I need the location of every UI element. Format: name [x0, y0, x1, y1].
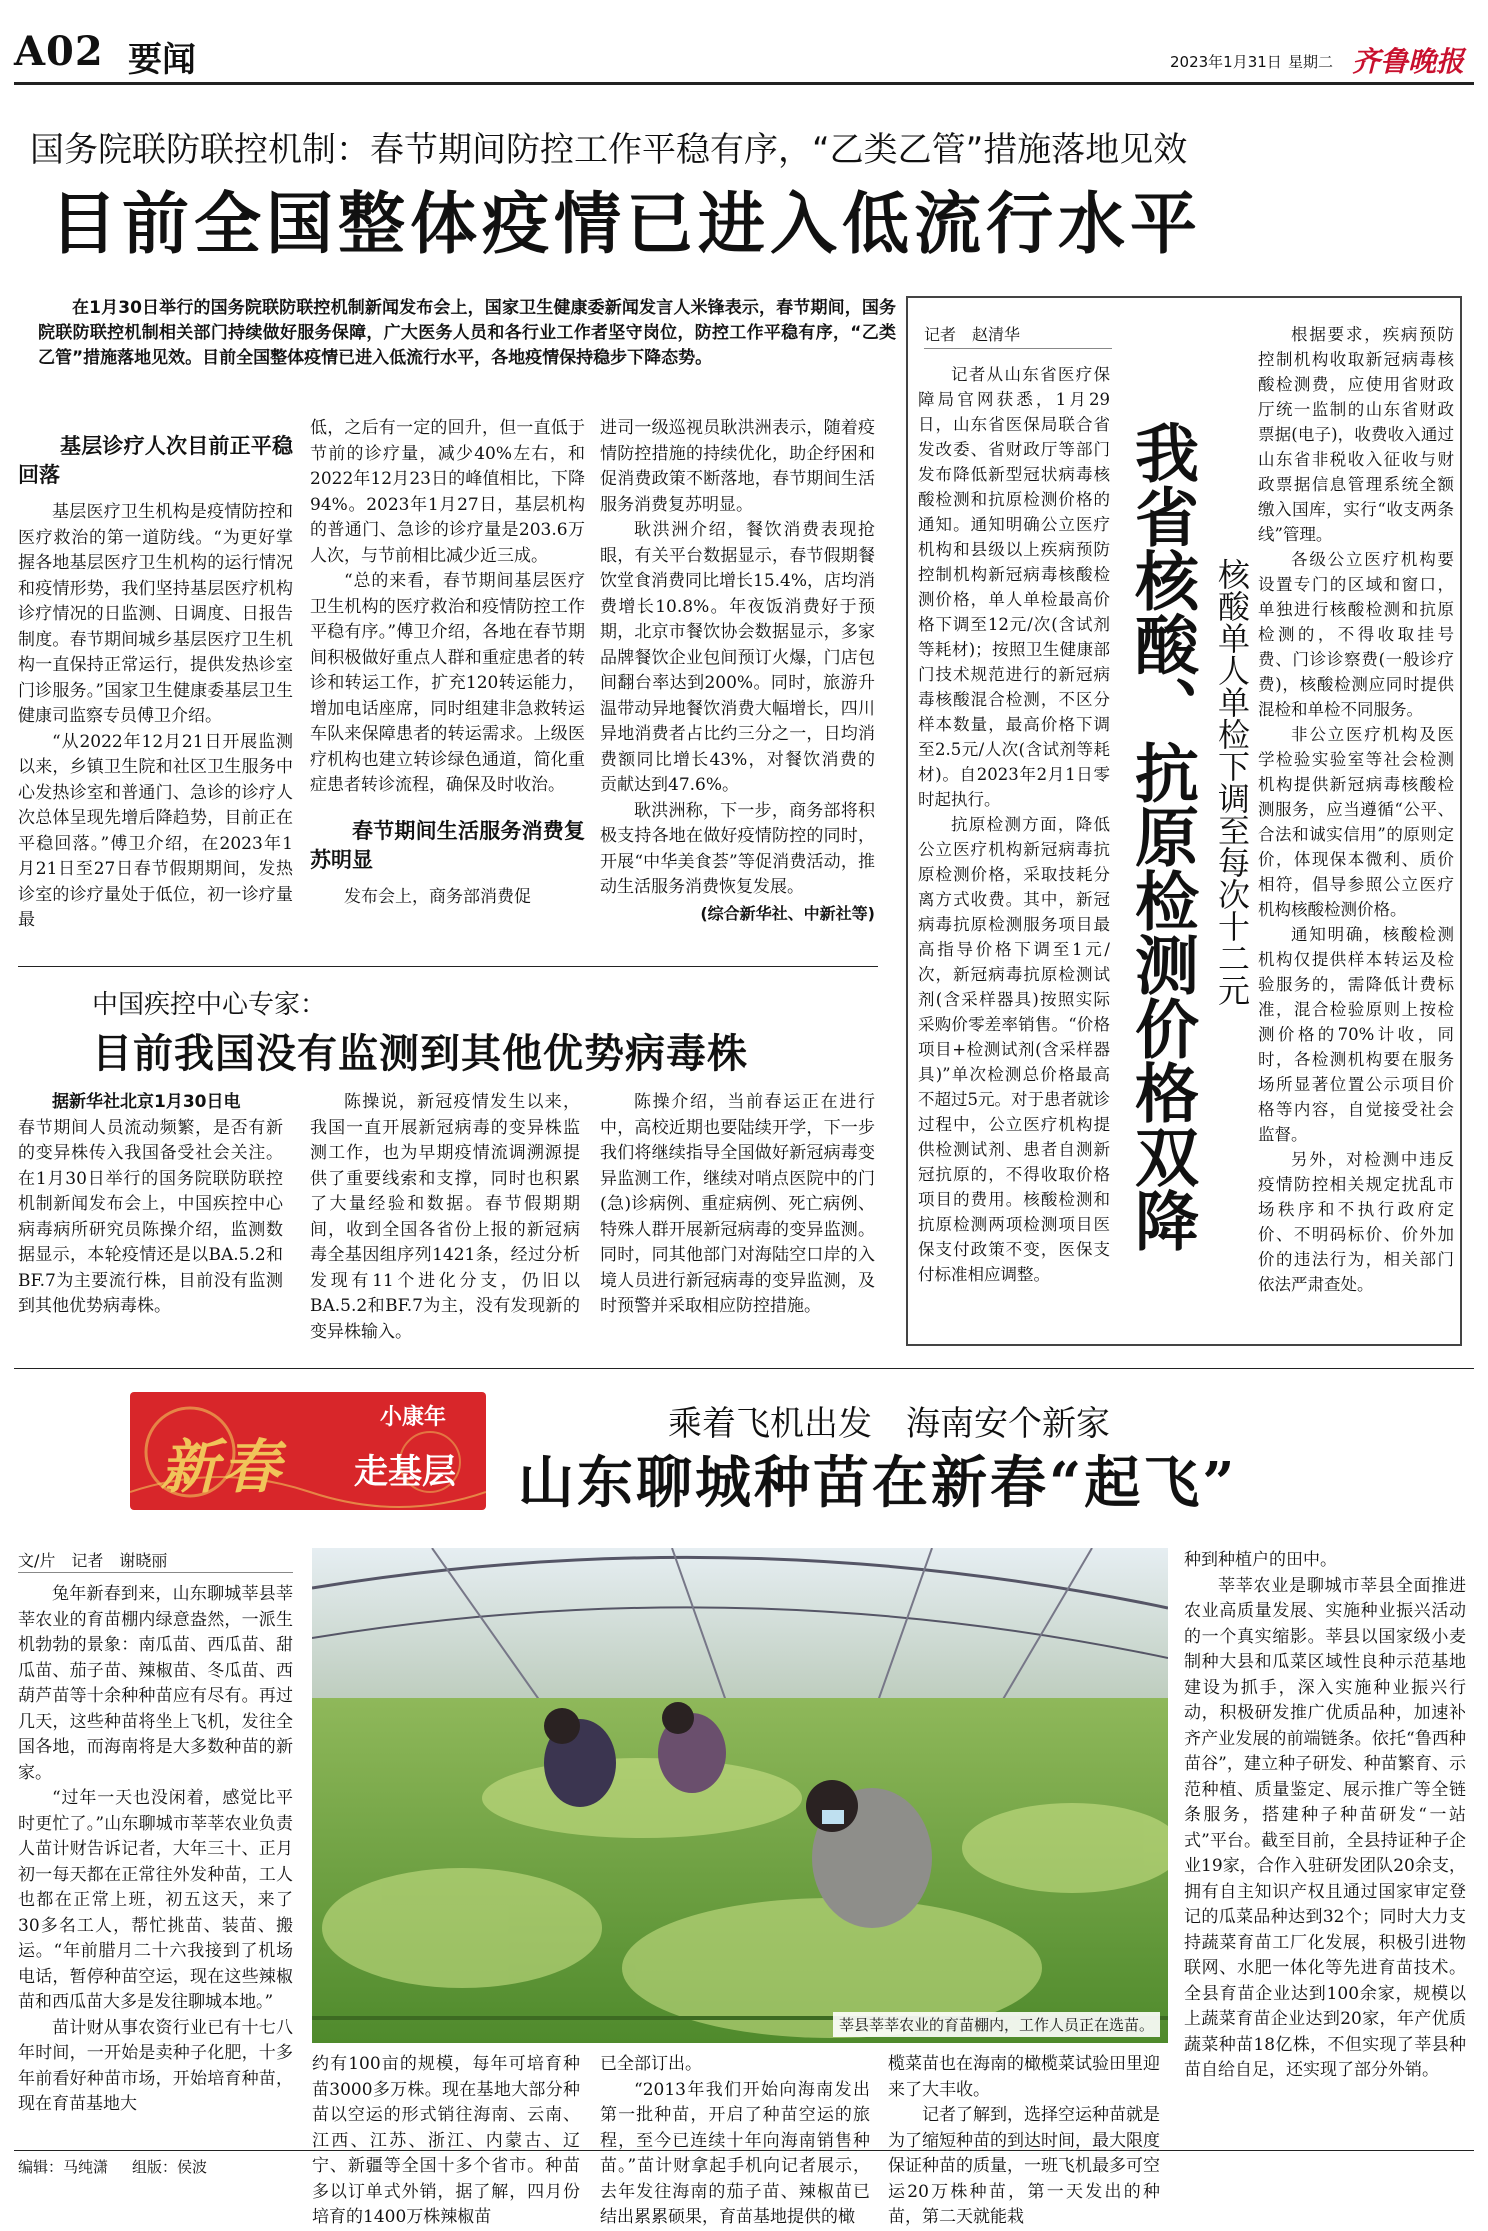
story3-colB-p2: 各级公立医疗机构要设置专门的区域和窗口，单独进行核酸检测和抗原检测的，不得收取挂号费、门诊诊察费(一般诊疗费)，核酸检测应同时提供混检和单检不同服务。	[1258, 550, 1454, 719]
story4-col3-p2: “2013年我们开始向海南发出第一批种苗，开启了种苗空运的旅程，至今已连续十年向海南销售种苗。”苗计财拿起手机向记者展示，去年发往海南的茄子苗、辣椒苗已结出累累硕果，育苗基地提供的橄	[600, 2079, 870, 2227]
story1-source: (综合新华社、中新社等)	[700, 903, 875, 923]
story1-sub2: 春节期间生活服务消费复苏明显	[310, 818, 585, 872]
story1-col1-p2: “从2022年12月21日开展监测以来，乡镇卫生院和社区卫生服务中心发热诊室和普通门、急诊的诊疗人次总体呈现先增后降趋势，目前正在平稳回落。”傅卫介绍，在2023年1月21日至27日春节假期期间，发热诊室的诊疗量处于低位，初一诊疗量最	[18, 731, 293, 930]
photo-caption: 莘县莘莘农业的育苗棚内，工作人员正在选苗。	[833, 2012, 1160, 2037]
story2-col2-p1: 陈操说，新冠疫情发生以来，我国一直开展新冠病毒的变异株监测工作，也为早期疫情流调溯源提供了重要线索和支撑，同时也积累了大量经验和数据。春节假期期间，收到全国各省份上报的新冠病毒全基因组序列1421条，经过分析发现有11个进化分支，仍旧以BA.5.2和BF.7为主，没有发现新的变异株输入。	[310, 1092, 580, 1342]
story2-col3	[600, 1090, 875, 1320]
story3-colB	[1258, 322, 1454, 1297]
story4-col1-p2: “过年一天也没闲着，感觉比平时更忙了。”山东聊城市莘莘农业负责人苗计财告诉记者，大年三十、正月初一每天都在正常往外发种苗，工人也都在正常上班，初五这天，来了30多名工人，帮忙挑苗、装苗、搬运。“年前腊月二十六我接到了机场电话，暂停种苗空运，现在这些辣椒苗和西瓜苗大多是发往聊城本地。”	[18, 1788, 293, 2012]
issue-weekday: 星期二	[1288, 53, 1334, 71]
paper-logo: 齐鲁晚报	[1352, 45, 1465, 78]
story1-col2-p3: 发布会上，商务部消费促	[344, 886, 531, 907]
story1-col1	[18, 420, 293, 934]
story3-colB-p3: 非公立医疗机构及医学检验实验室等社会检测机构提供新冠病毒核酸检测服务，应当遵循“公平、合法和诚实信用”的原则定价，体现保本微利、质价相符，倡导参照公立医疗机构核酸检测价格。	[1258, 725, 1454, 919]
story4-col5-p1: 种到种植户的田中。	[1184, 1550, 1337, 1570]
story3-colA-p2: 抗原检测方面，降低公立医疗机构新冠病毒抗原检测价格，采取技耗分离方式收费。其中，新冠病毒抗原检测服务项目最高指导价格下调至1元/次，新冠病毒抗原检测试剂(含采样器具)按照实际采购价零差率销售。“价格项目+检测试剂(含采样器具)”单次检测总价格最高不超过5元。对于患者就诊过程中，公立医疗机构提供检测试剂、患者自测新冠抗原的，不得收取价格项目的费用。核酸检测和抗原检测两项检测项目医保支付政策不变，医保支付标准相应调整。	[918, 815, 1110, 1284]
story3-colB-p1: 根据要求，疾病预防控制机构收取新冠病毒核酸检测费，应使用省财政厅统一监制的山东省财政票据(电子)，收费收入通过山东省非税收入征收与财政票据信息管理系统全额缴入国库，实行“收支两条线”管理。	[1258, 325, 1454, 544]
story4-col1-p3: 苗计财从事农资行业已有十七八年时间，一开始是卖种子化肥，十多年前看好种苗市场，开始培育种苗，现在育苗基地大	[18, 2017, 293, 2114]
story1-lead: 在1月30日举行的国务院联防联控机制新闻发布会上，国家卫生健康委新闻发言人米锋表示，春节期间，国务院联防联控机制相关部门持续做好服务保障，广大医务人员和各行业工作者坚守岗位，防控工作平稳有序，“乙类乙管”措施落地见效。目前全国整体疫情已进入低流行水平，各地疫情保持稳步下降态势。	[38, 298, 896, 368]
story1-sub1: 基层诊疗人次目前正平稳回落	[18, 434, 293, 487]
story2-col2	[310, 1090, 580, 1345]
issue-date: 2023年1月31日	[1170, 53, 1282, 71]
banner-left-text: 新春	[160, 1433, 285, 1501]
story4-col1-p1: 兔年新春到来，山东聊城莘县莘莘农业的育苗棚内绿意盎然，一派生机勃勃的景象：南瓜苗、西瓜苗、甜瓜苗、茄子苗、辣椒苗、冬瓜苗、西葫芦苗等十余种种苗应有尽有。再过几天，这些种苗将坐上飞机，发往全国各地，而海南将是大多数种苗的新家。	[18, 1584, 293, 1783]
story2-kicker: 中国疾控中心专家：	[92, 990, 327, 1020]
story2-dateline: 据新华社北京1月30日电	[52, 1092, 241, 1112]
story3-colB-p4: 通知明确，核酸检测机构仅提供样本转运及检验服务的，需降低计费标准，混合检验原则上按检测价格的70%计收，同时，各检测机构要在服务场所显著位置公示项目价格等内容，自觉接受社会监督。	[1258, 925, 1454, 1144]
header-rule	[14, 82, 1474, 85]
section-name: 要闻	[128, 40, 196, 80]
story4-col4-p1: 榄菜苗也在海南的橄榄菜试验田里迎来了大丰收。	[888, 2054, 1160, 2100]
story1-col3-p2: 耿洪洲介绍，餐饮消费表现抢眼，有关平台数据显示，春节假期餐饮堂食消费同比增长15.4%，店均消费增长10.8%。年夜饭消费好于预期，北京市餐饮协会数据显示，多家品牌餐饮企业包间预订火爆，门店包间翻台率达到200%。同时，旅游升温带动异地餐饮消费大幅增长，四川异地消费者占比约三分之一，日均消费额同比增长43%，对餐饮消费的贡献达到47.6%。	[600, 520, 876, 795]
story3-colA	[918, 362, 1110, 1287]
story4-col5-p2: 莘莘农业是聊城市莘县全面推进农业高质量发展、实施种业振兴活动的一个真实缩影。莘县以国家级小麦制种大县和瓜菜区域性良种示范基地建设为抓手，深入实施种业振兴行动，积极研发推广优质品种，加速补齐产业发展的前端链条。依托“鲁西种苗谷”，建立种子研发、种苗繁育、示范种植、质量鉴定、展示推广等全链条服务，搭建种子种苗研发“一站式”平台。截至目前，全县持证种子企业19家，合作入驻研发团队20余支，拥有自主知识产权且通过国家审定登记的瓜菜品种达到32个；同时大力支持蔬菜育苗工厂化发展，积极引进物联网、水肥一体化等先进育苗技术。全县育苗企业达到100余家，规模以上蔬菜育苗企业达到20家，年产优质蔬菜种苗18亿株，不但实现了莘县种苗自给自足，还实现了部分外销。	[1184, 1575, 1466, 2080]
story2-col1-p1: 春节期间人员流动频繁，是否有新的变异株传入我国备受社会关注。在1月30日举行的国务院联防联控机制新闻发布会上，中国疾控中心病毒病所研究员陈操介绍，监测数据显示，本轮疫情还是以BA.5.2和BF.7为主要流行株，目前没有监测到其他优势病毒株。	[18, 1117, 283, 1316]
story1-col3-p3: 耿洪洲称，下一步，商务部将积极支持各地在做好疫情防控的同时，开展“中华美食荟”等促消费活动，推动生活服务消费恢复发展。	[600, 800, 875, 897]
story4-col2-p1: 约有100亩的规模，每年可培育种苗3000多万株。现在基地大部分种苗以空运的形式销往海南、云南、江西、江苏、浙江、内蒙古、辽宁、新疆等全国十多个省市。种苗多以订单式外销，据了解，四月份培育的1400万株辣椒苗	[312, 2054, 580, 2227]
story4-col2	[312, 2052, 580, 2231]
story2-headline: 目前我国没有监测到其他优势病毒株	[92, 1030, 748, 1077]
story2-top-rule	[18, 966, 878, 967]
story4-col4-p2: 记者了解到，选择空运种苗就是为了缩短种苗的到达时间，最大限度保证种苗的质量，一班飞机最多可空运20万株种苗，第一天发出的种苗，第二天就能栽	[888, 2105, 1160, 2227]
story2-col3-p1: 陈操介绍，当前春运正在进行中，高校近期也要陆续开学，下一步我们将继续指导全国做好新冠病毒变异监测工作，继续对哨点医院中的门(急)诊病例、重症病例、死亡病例、特殊人群开展新冠病毒的变异监测。同时，同其他部门对海陆空口岸的入境人员进行新冠病毒的变异监测，及时预警并采取相应防控措施。	[600, 1092, 875, 1316]
story4-col5	[1184, 1548, 1466, 2084]
story1-kicker: 国务院联防联控机制：春节期间防控工作平稳有序，“乙类乙管”措施落地见效	[30, 130, 1188, 170]
story1-col2-p2: “总的来看，春节期间基层医疗卫生机构的医疗救治和疫情防控工作平稳有序。”傅卫介绍，各地在春节期间积极做好重点人群和重症患者的转诊和转运工作，扩充120转运能力，增加电话座席，同时组建非急救转运车队来保障患者的转运需求。上级医疗机构也建立转诊绿色通道，简化重症患者转诊流程，确保及时收治。	[310, 571, 585, 795]
page-number: A02	[14, 28, 104, 75]
story4-byline: 文/片 记者 谢晓丽	[18, 1551, 168, 1570]
story3-colA-p1: 记者从山东省医疗保障局官网获悉，1月29日，山东省医保局联合省发改委、省财政厅等部门发布降低新型冠状病毒核酸检测和抗原检测价格的通知。通知明确公立医疗机构和县级以上疾病预防控制机构新冠病毒核酸检测价格，单人单检最高价格下调至12元/次(含试剂等耗材)；按照卫生健康部门技术规范进行的新冠病毒核酸混合检测，不区分样本数量，最高价格下调至2.5元/人次(含试剂等耗材)。自2023年2月1日零时起执行。	[918, 365, 1110, 809]
story3-byline: 记者 赵清华	[924, 325, 1021, 344]
greenhouse-scene-icon	[312, 1548, 1168, 2043]
story1-col2-p1: 低，之后有一定的回升，但一直低于节前的诊疗量，减少40%左右，和2022年12月23日的峰值相比，下降94%。2023年1月27日，基层机构的普通门、急诊的诊疗量是203.6万人次，与节前相比减少近三成。	[310, 418, 585, 566]
story1-col1-p1: 基层医疗卫生机构是疫情防控和医疗救治的第一道防线。“为更好掌握各地基层医疗卫生机构的运行情况和疫情形势，我们坚持基层医疗机构诊疗情况的日监测、日调度、日报告制度。春节期间城乡基层医疗卫生机构一直保持正常运行，提供发热诊室门诊服务。”国家卫生健康委基层卫生健康司监察专员傅卫介绍。	[18, 502, 293, 726]
story3-colB-p5: 另外，对检测中违反疫情防控相关规定扰乱市场秩序和不执行政府定价、不明码标价、价外加价的违法行为，相关部门依法严肃查处。	[1258, 1150, 1454, 1294]
story4-col3-p1: 已全部订出。	[600, 2054, 702, 2074]
feature-banner	[130, 1392, 486, 1510]
story4-col3	[600, 2052, 870, 2231]
footer-editor: 编辑：马纯潇	[18, 2158, 109, 2176]
greenhouse-photo	[312, 1548, 1168, 2043]
story1-headline: 目前全国整体疫情已进入低流行水平	[50, 184, 1202, 263]
banner-top-text: 小康年	[380, 1404, 447, 1430]
story3-subhead: 核酸单人单检下调至每次十二元	[1213, 558, 1251, 1006]
footer-rule	[14, 2150, 1474, 2151]
story4-col4	[888, 2052, 1160, 2231]
story4-headline: 山东聊城种苗在新春“起飞”	[518, 1450, 1238, 1516]
story3-byline-rule	[924, 348, 1112, 349]
story4-top-rule	[14, 1368, 1474, 1369]
story3-headline: 我省核酸、抗原检测价格双降	[1124, 420, 1199, 1252]
story2-col1	[18, 1090, 283, 1320]
story4-kicker: 乘着飞机出发 海南安个新家	[668, 1404, 1110, 1444]
story4-byline-rule	[18, 1572, 293, 1573]
story4-col1	[18, 1582, 293, 2118]
story1-col2	[310, 416, 585, 910]
banner-right-text: 走基层	[354, 1452, 456, 1492]
story1-col3	[600, 416, 875, 926]
story1-col3-p1: 进司一级巡视员耿洪洲表示，随着疫情防控措施的持续优化，助企纾困和促消费政策不断落地，春节期间生活服务消费复苏明显。	[600, 418, 875, 515]
footer-layout: 组版：侯波	[132, 2158, 208, 2176]
